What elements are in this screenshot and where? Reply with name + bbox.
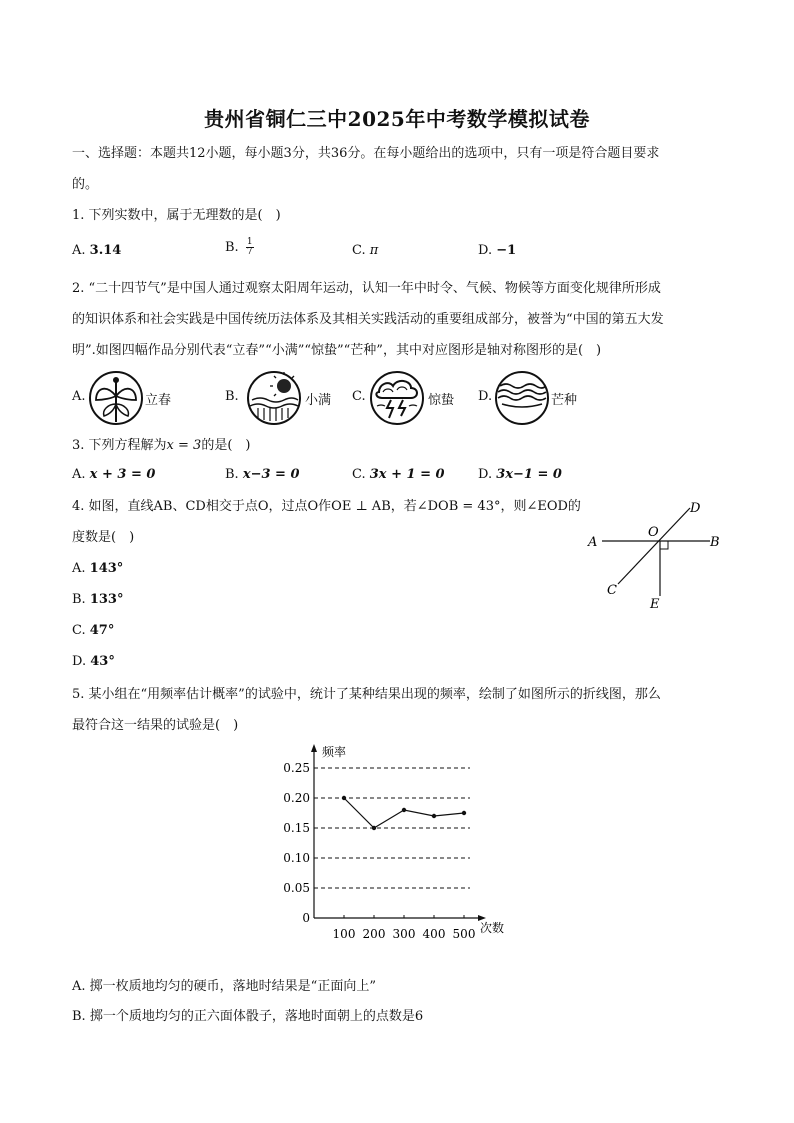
option-letter: A. xyxy=(72,467,86,482)
option-text: 143° xyxy=(89,561,124,576)
option-text: 47° xyxy=(89,623,115,638)
fraction xyxy=(246,238,254,257)
jingzhe-icon[interactable] xyxy=(369,370,425,430)
q4-geometry-figure xyxy=(580,496,730,616)
option-text: 3x + 1 = 0 xyxy=(369,467,445,482)
option-letter: B. xyxy=(225,240,239,255)
data-point xyxy=(402,808,406,812)
q3-stem-post: 的是( ) xyxy=(201,438,251,453)
q3-option-c[interactable] xyxy=(352,467,445,482)
section-heading-line2: 的。 xyxy=(72,177,99,192)
data-point xyxy=(342,796,346,800)
x-tick-label: 400 xyxy=(422,927,446,940)
mangzhong-icon[interactable] xyxy=(494,370,550,430)
q2-option-d-label: 芒种 xyxy=(551,393,578,408)
data-point xyxy=(372,826,376,830)
q1-option-a[interactable] xyxy=(72,243,121,258)
y-axis-arrow xyxy=(311,744,317,752)
y-tick-label: 0.10 xyxy=(283,851,310,865)
frequency-line-chart xyxy=(280,740,520,944)
label-o: O xyxy=(648,525,659,540)
q2-option-a-label: 立春 xyxy=(145,393,172,408)
label-b: B xyxy=(710,535,720,550)
y-tick-label: 0.15 xyxy=(283,821,310,835)
option-text: x−3 = 0 xyxy=(242,467,300,482)
q2-line3: 明”.如图四幅作品分别代表“立春”“小满”“惊蛰”“芒种”，其中对应图形是轴对称图形的是( ) xyxy=(72,343,602,358)
option-letter: D. xyxy=(478,467,493,482)
q2-line1: 2. “二十四节气”是中国人通过观察太阳周年运动，认知一年中时令、气候、物候等方面变化规律所形成 xyxy=(72,281,661,296)
option-letter: A. xyxy=(72,243,86,258)
fraction-denominator: 7 xyxy=(246,247,253,257)
q4-line1: 4. 如图，直线AB、CD相交于点O，过点O作OE ⊥ AB，若∠DOB = 43°，则∠EOD的 xyxy=(72,499,581,514)
option-text: 掷一个质地均匀的正六面体骰子，落地时面朝上的点数是6 xyxy=(89,1009,424,1024)
section-heading-line1: 一、选择题：本题共12小题，每小题3分，共36分。在每小题给出的选项中，只有一项是符合题目要求 xyxy=(72,146,660,161)
q1-option-c[interactable] xyxy=(352,243,378,258)
option-letter: B. xyxy=(72,1009,86,1024)
q4-line2: 度数是( ) xyxy=(72,530,135,545)
q1-option-b[interactable] xyxy=(225,238,254,257)
data-point xyxy=(432,814,436,818)
x-tick-label: 300 xyxy=(392,927,416,940)
option-letter: C. xyxy=(72,623,86,638)
data-point xyxy=(462,811,466,815)
q2-option-d-letter: D. xyxy=(478,389,493,404)
q3-option-d[interactable] xyxy=(478,467,562,482)
y-tick-label: 0 xyxy=(302,911,310,925)
q2-option-b-letter: B. xyxy=(225,389,239,404)
q2-option-c-label: 惊蛰 xyxy=(428,393,455,408)
q1-stem: 1. 下列实数中，属于无理数的是( ) xyxy=(72,208,281,223)
fraction-numerator: 1 xyxy=(246,237,253,247)
y-axis-label: 频率 xyxy=(322,745,347,759)
q3-stem xyxy=(72,437,250,455)
option-letter: D. xyxy=(478,243,493,258)
q3-option-a[interactable] xyxy=(72,467,155,482)
q2-line2: 的知识体系和社会实践是中国传统历法体系及其相关实践活动的重要组成部分，被誉为“中国的第五大发 xyxy=(72,312,664,327)
option-letter: B. xyxy=(72,592,86,607)
q3-stem-pre: 3. 下列方程解为 xyxy=(72,438,167,453)
page-title: 贵州省铜仁三中2025年中考数学模拟试卷 xyxy=(204,107,590,131)
q2-option-a-letter: A. xyxy=(72,389,86,404)
option-text: 43° xyxy=(90,654,115,669)
xiaoman-icon[interactable] xyxy=(246,370,302,430)
y-tick-label: 0.20 xyxy=(283,791,310,805)
label-e: E xyxy=(650,597,660,612)
option-letter: C. xyxy=(352,467,366,482)
lichun-icon[interactable] xyxy=(88,370,144,430)
option-text: π xyxy=(369,243,379,258)
option-text: −1 xyxy=(496,243,517,258)
q3-stem-math: x = 3 xyxy=(166,438,202,453)
option-text: 3x−1 = 0 xyxy=(496,467,562,482)
label-a: A xyxy=(588,535,598,550)
option-letter: B. xyxy=(225,467,239,482)
option-letter: A. xyxy=(72,979,86,994)
option-letter: D. xyxy=(72,654,87,669)
q5-line2: 最符合这一结果的试验是( ) xyxy=(72,718,239,733)
q1-option-d[interactable] xyxy=(478,243,516,258)
option-text: 掷一枚质地均匀的硬币，落地时结果是“正面向上” xyxy=(89,979,376,994)
q4-option-a[interactable] xyxy=(72,561,123,576)
label-c: C xyxy=(607,583,617,598)
q4-option-c[interactable] xyxy=(72,623,114,638)
option-letter: C. xyxy=(352,243,366,258)
option-letter: A. xyxy=(72,561,86,576)
line-cd xyxy=(618,508,690,584)
x-axis-label: 次数 xyxy=(480,921,505,935)
q5-line1: 5. 某小组在“用频率估计概率”的试验中，统计了某种结果出现的频率，绘制了如图所示的折线图，那么 xyxy=(72,687,661,702)
q2-option-c-letter: C. xyxy=(352,389,366,404)
x-tick-label: 500 xyxy=(452,927,476,940)
q2-option-b-label: 小满 xyxy=(305,393,332,408)
y-tick-label: 0.25 xyxy=(283,761,310,775)
series-line xyxy=(344,798,464,828)
x-tick-label: 200 xyxy=(362,927,386,940)
option-text: 3.14 xyxy=(89,243,122,258)
option-text: 133° xyxy=(89,592,124,607)
q4-option-b[interactable] xyxy=(72,592,123,607)
label-d: D xyxy=(690,501,701,516)
q5-option-b[interactable] xyxy=(72,1005,423,1024)
q3-option-b[interactable] xyxy=(225,467,300,482)
right-angle-mark xyxy=(660,541,668,549)
q5-option-a[interactable] xyxy=(72,975,376,994)
option-text: x + 3 = 0 xyxy=(89,467,156,482)
q4-option-d[interactable] xyxy=(72,654,115,669)
x-tick-label: 100 xyxy=(332,927,356,940)
y-tick-label: 0.05 xyxy=(283,881,310,895)
